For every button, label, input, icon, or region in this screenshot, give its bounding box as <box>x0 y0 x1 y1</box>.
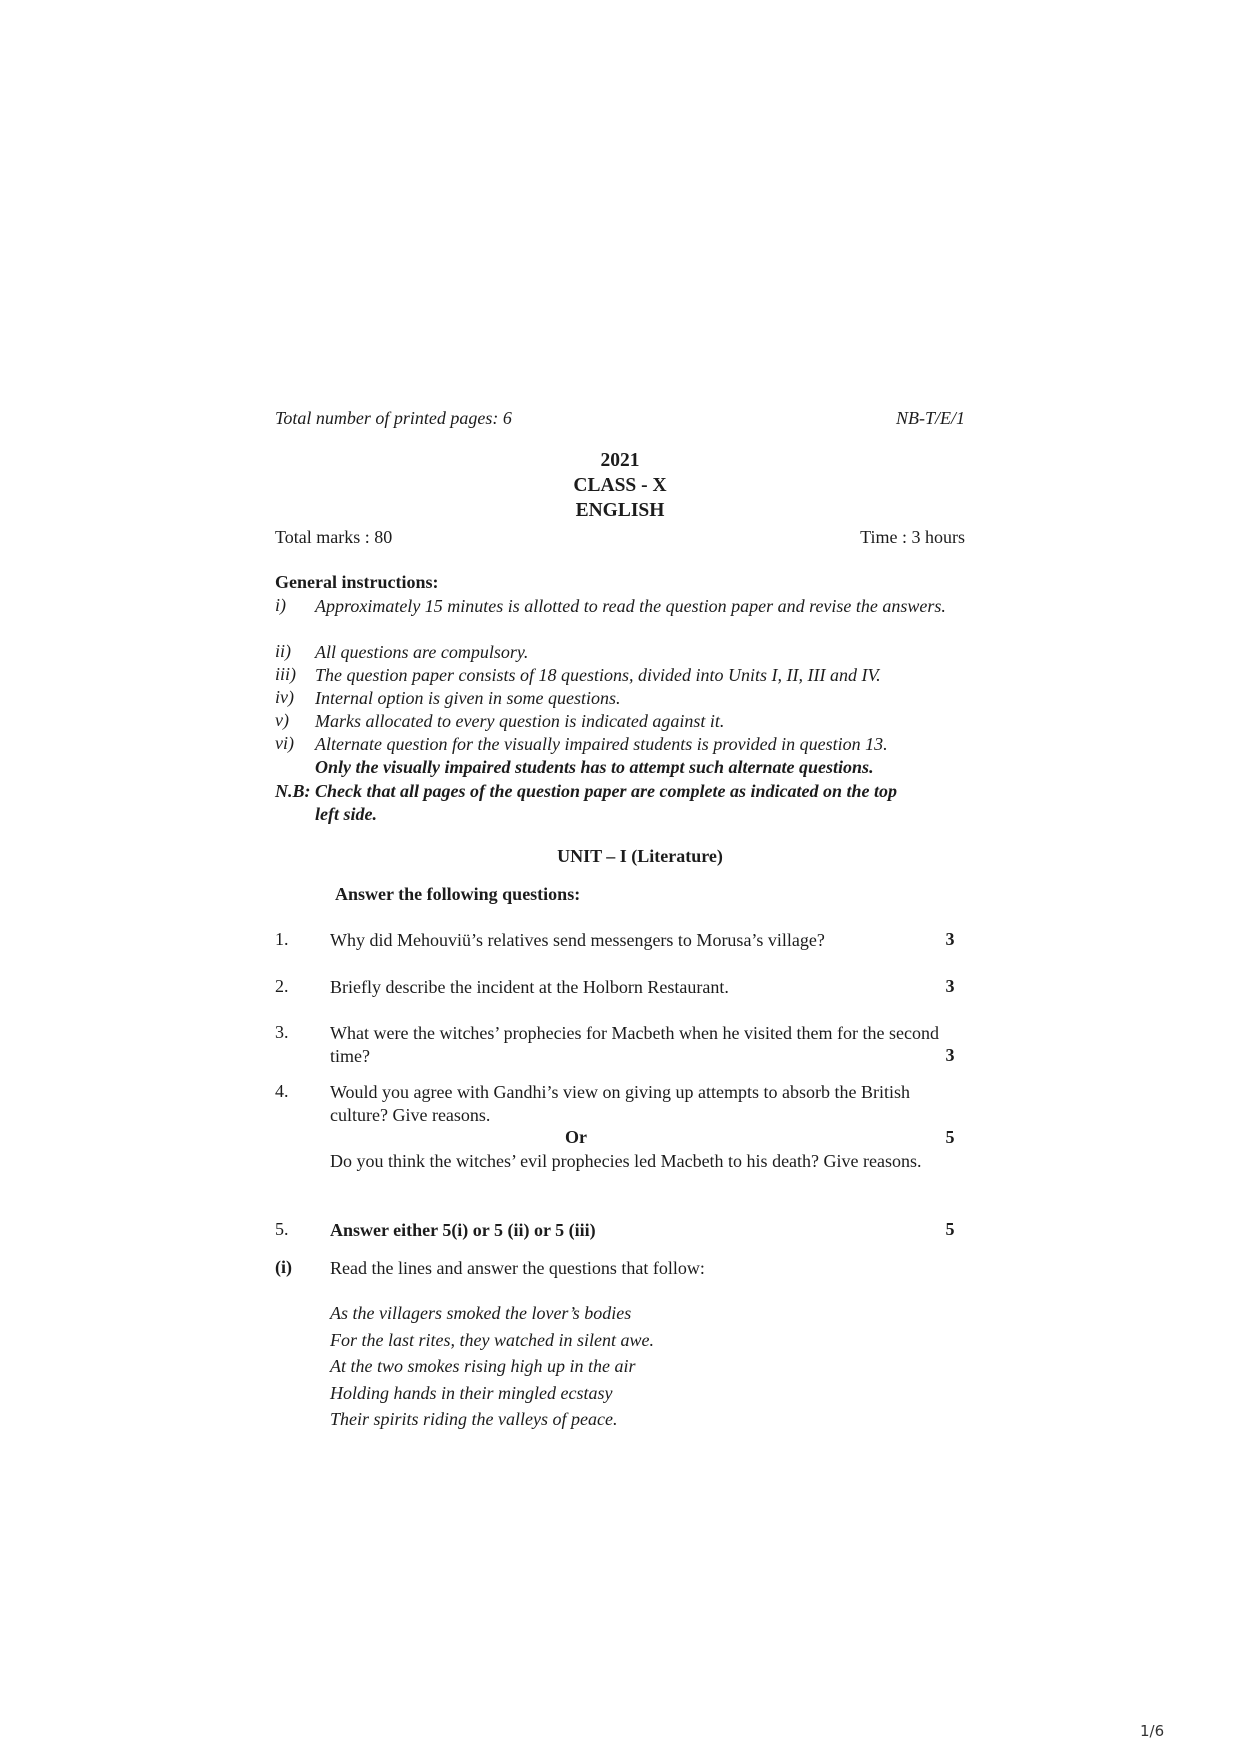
question-number: 3. <box>275 1022 289 1042</box>
exam-class: CLASS - X <box>573 475 667 496</box>
poem-line: Holding hands in their mingled ecstasy <box>330 1382 613 1403</box>
instruction-text: The question paper consists of 18 questions, divided into Units I, II, III and IV. <box>315 665 881 685</box>
printed-pages-label: Total number of printed pages: 6 <box>275 408 512 428</box>
instruction-text: Marks allocated to every question is indicated against it. <box>315 711 725 731</box>
exam-subject: ENGLISH <box>575 500 665 521</box>
question-number: 5. <box>275 1219 289 1239</box>
instruction-number: vi) <box>275 733 294 753</box>
or-label: Or <box>565 1127 587 1147</box>
question-text: Why did Mehouviü’s relatives send messengers to Morusa’s village? <box>330 930 825 950</box>
instruction-number: i) <box>275 595 286 615</box>
instruction-text: Alternate question for the visually impaired students is provided in question 13. <box>315 734 888 754</box>
poem-extract <box>330 1300 950 1433</box>
question-number: 1. <box>275 929 289 949</box>
page-number: 1/6 <box>1140 1722 1165 1740</box>
instruction-number: v) <box>275 710 289 730</box>
question-text: Would you agree with Gandhi’s view on giving up attempts to absorb the British culture? Give reasons. <box>330 1082 910 1125</box>
instruction-text: Internal option is given in some questions. <box>315 688 621 708</box>
poem-line: Their spirits riding the valleys of peace. <box>330 1409 618 1429</box>
question-number: 4. <box>275 1081 289 1101</box>
question-number: 2. <box>275 976 289 996</box>
instruction-number: iii) <box>275 664 296 684</box>
instruction-number: iv) <box>275 687 294 707</box>
question-text: Answer either 5(i) or 5 (ii) or 5 (iii) <box>330 1220 596 1240</box>
poem-line: For the last rites, they watched in silent awe. <box>330 1329 654 1350</box>
unit-heading: UNIT – I (Literature) <box>557 846 723 866</box>
instruction-number: ii) <box>275 641 291 661</box>
instruction-text: All questions are compulsory. <box>315 642 529 662</box>
nb-note <box>275 780 970 826</box>
nb-note-line2: left side. <box>315 804 377 824</box>
question-marks: 3 <box>945 976 955 996</box>
alternate-question-text: Do you think the witches’ evil prophecies led Macbeth to his death? Give reasons. <box>330 1151 922 1171</box>
time-allowed: Time : 3 hours <box>860 527 965 547</box>
question-text: What were the witches’ prophecies for Macbeth when he visited them for the second time? <box>330 1023 939 1066</box>
instruction-text: Approximately 15 minutes is allotted to read the question paper and revise the answers. <box>315 596 946 616</box>
visually-impaired-note: Only the visually impaired students has to attempt such alternate questions. <box>315 757 874 777</box>
paper-code: NB-T/E/1 <box>895 408 965 428</box>
answer-heading: Answer the following questions: <box>335 884 581 904</box>
question-marks: 5 <box>945 1219 955 1239</box>
question-marks: 5 <box>945 1127 955 1147</box>
sub-question-number: (i) <box>275 1257 292 1277</box>
poem-line: At the two smokes rising high up in the air <box>330 1356 636 1376</box>
total-marks: Total marks : 80 <box>275 527 393 547</box>
sub-question-text: Read the lines and answer the questions that follow: <box>330 1258 705 1278</box>
question-marks: 3 <box>945 1045 955 1065</box>
nb-note-line1: N.B: Check that all pages of the question paper are complete as indicated on the top <box>275 781 897 801</box>
exam-year: 2021 <box>600 450 640 471</box>
poem-line: As the villagers smoked the lover’s bodies <box>330 1303 632 1323</box>
question-text: Briefly describe the incident at the Holborn Restaurant. <box>330 977 729 997</box>
instructions-heading: General instructions: <box>275 572 439 592</box>
question-marks: 3 <box>945 929 955 949</box>
